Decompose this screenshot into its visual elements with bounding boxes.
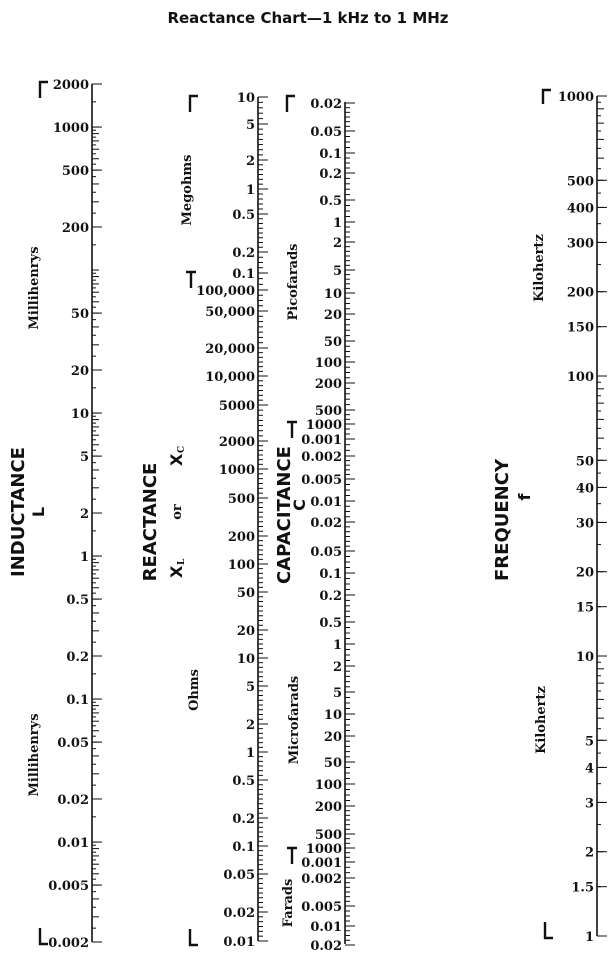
frequency-tick-label: 20: [575, 565, 594, 581]
reactance-sub-l: L: [177, 558, 187, 565]
reactance-tick-label: 5: [245, 118, 255, 133]
capacitance-tick-label: 0.05: [310, 125, 342, 140]
inductance-tick-label: 1: [79, 550, 89, 566]
inductance-tick-label: 0.002: [48, 936, 89, 951]
capacitance-tick-label: 100: [314, 778, 342, 793]
inductance-tick-label: 0.005: [48, 879, 89, 895]
reactance-tick-label: 100: [227, 558, 255, 573]
frequency-symbol: f: [515, 493, 534, 501]
capacitance-tick-label: 0.001: [301, 856, 342, 871]
reactance-tick-label: 0.5: [232, 208, 255, 223]
frequency-tick-label: 300: [566, 236, 594, 252]
reactance-split-marker: [186, 272, 196, 288]
reactance-tick-label: 100,000: [196, 284, 255, 299]
inductance-tick-label: 2000: [52, 78, 89, 93]
capacitance-split-marker-2: [287, 848, 297, 864]
reactance-tick-label: 0.01: [223, 935, 255, 950]
frequency-tick-label: 1.5: [571, 880, 594, 896]
inductance-tick-label: 0.1: [66, 693, 89, 709]
capacitance-tick-label: 0.02: [310, 939, 342, 954]
capacitance-tick-label: 500: [314, 404, 342, 419]
capacitance-tick-label: 0.5: [319, 616, 342, 631]
capacitance-tick-label: 0.1: [319, 147, 342, 162]
frequency-tick-label: 400: [566, 201, 594, 217]
capacitance-tick-label: 0.5: [319, 194, 342, 209]
capacitance-tick-label: 1000: [305, 418, 342, 433]
capacitance-tick-label: 0.001: [301, 433, 342, 448]
reactance-tick-label: 0.1: [232, 840, 255, 855]
reactance-tick-label: 10,000: [205, 370, 255, 385]
capacitance-top-bracket: [287, 96, 295, 112]
inductance-tick-label: 10: [70, 407, 89, 423]
reactance-tick-label: 2: [245, 154, 255, 169]
inductance-tick-label: 0.05: [57, 736, 89, 752]
reactance-tick-label: 1000: [218, 463, 255, 478]
capacitance-name: CAPACITANCE: [274, 446, 295, 584]
inductance-tick-label: 5: [79, 450, 89, 466]
inductance-unit-top: Millihenrys: [27, 246, 42, 330]
inductance-tick-label: 50: [70, 307, 89, 323]
reactance-tick-label: 20: [236, 624, 255, 639]
capacitance-symbol: C: [290, 499, 309, 511]
reactance-top-bracket: [190, 96, 198, 112]
capacitance-tick-label: 100: [314, 356, 342, 371]
frequency-tick-label: 1: [584, 930, 594, 945]
frequency-tick-label: 200: [566, 285, 594, 301]
capacitance-tick-label: 0.002: [301, 872, 342, 887]
reactance-unit-bottom: Ohms: [187, 669, 202, 711]
frequency-tick-label: 15: [575, 600, 594, 616]
capacitance-tick-label: 2: [332, 660, 342, 675]
reactance-tick-label: 0.5: [232, 774, 255, 789]
capacitance-split-marker-1: [287, 422, 297, 438]
capacitance-tick-label: 0.02: [310, 97, 342, 112]
capacitance-tick-label: 50: [323, 756, 342, 771]
reactance-sub-c: C: [177, 445, 187, 453]
reactance-symbol-xl: X: [167, 565, 186, 578]
frequency-tick-label: 100: [566, 370, 594, 385]
reactance-tick-label: 20,000: [205, 342, 255, 357]
capacitance-tick-label: 0.005: [301, 900, 342, 915]
frequency-unit-bottom: Kilohertz: [534, 686, 549, 754]
inductance-name: INDUCTANCE: [8, 447, 29, 577]
frequency-tick-label: 1000: [557, 90, 594, 105]
frequency-unit-top: Kilohertz: [532, 234, 547, 302]
reactance-tick-label: 2: [245, 718, 255, 733]
inductance-tick-label: 0.2: [66, 650, 89, 665]
capacitance-tick-label: 0.05: [310, 545, 342, 560]
reactance-tick-label: 0.1: [232, 267, 255, 282]
capacitance-tick-label: 0.01: [310, 920, 342, 935]
reactance-tick-label: 2000: [218, 435, 255, 450]
inductance-tick-label: 500: [61, 164, 89, 180]
capacitance-tick-label: 0.2: [319, 589, 342, 604]
reactance-unit-top: Megohms: [180, 154, 195, 226]
frequency-tick-label: 2: [584, 845, 594, 861]
reactance-tick-label: 10: [236, 652, 255, 667]
reactance-name: REACTANCE: [140, 462, 161, 582]
chart-title: Reactance Chart—1 kHz to 1 MHz: [167, 9, 449, 27]
frequency-tick-label: 150: [566, 320, 594, 336]
reactance-bottom-bracket: [190, 929, 198, 945]
inductance-symbol: L: [29, 506, 48, 518]
capacitance-tick-label: 20: [323, 730, 342, 745]
reactance-tick-label: 5000: [218, 399, 255, 414]
reactance-tick-label: 50: [236, 586, 255, 601]
inductance-top-bracket: [40, 82, 48, 98]
reactance-tick-label: 1: [245, 183, 255, 198]
inductance-tick-label: 0.01: [57, 836, 89, 852]
capacitance-tick-label: 500: [314, 828, 342, 843]
reactance-tick-label: 200: [227, 530, 255, 545]
reactance-tick-label: 5: [245, 680, 255, 695]
frequency-name: FREQUENCY: [492, 459, 513, 581]
capacitance-tick-label: 5: [332, 686, 342, 701]
reactance-tick-label: 0.2: [232, 812, 255, 827]
inductance-tick-label: 1000: [52, 121, 89, 137]
capacitance-unit-top: Picofarads: [286, 243, 301, 321]
inductance-tick-label: 2: [79, 507, 89, 522]
inductance-tick-label: 20: [70, 364, 89, 379]
capacitance-tick-label: 10: [323, 287, 342, 302]
frequency-bottom-bracket: [545, 922, 553, 938]
reactance-or: or: [170, 504, 185, 520]
reactance-tick-label: 1: [245, 746, 255, 761]
capacitance-tick-label: 1000: [305, 842, 342, 857]
capacitance-tick-label: 10: [323, 708, 342, 723]
capacitance-tick-label: 0.02: [310, 516, 342, 531]
reactance-tick-label: 50,000: [205, 305, 255, 320]
capacitance-tick-label: 1: [332, 638, 342, 653]
frequency-top-bracket: [543, 90, 551, 104]
capacitance-tick-label: 200: [314, 800, 342, 815]
frequency-tick-label: 5: [584, 734, 594, 750]
frequency-tick-label: 40: [575, 481, 594, 497]
capacitance-tick-label: 0.002: [301, 450, 342, 465]
capacitance-tick-label: 0.2: [319, 167, 342, 182]
reactance-tick-label: 0.2: [232, 246, 255, 261]
capacitance-unit-mid: Microfarads: [287, 675, 302, 765]
inductance-tick-label: 0.5: [66, 593, 89, 609]
capacitance-tick-label: 20: [323, 308, 342, 323]
frequency-tick-label: 50: [575, 454, 594, 470]
reactance-tick-label: 0.05: [223, 868, 255, 883]
inductance-tick-label: 0.02: [57, 793, 89, 808]
frequency-tick-label: 4: [584, 761, 594, 777]
inductance-unit-bottom: Millihenrys: [27, 713, 42, 797]
capacitance-tick-label: 0.01: [310, 495, 342, 510]
capacitance-unit-bottom: Farads: [281, 878, 296, 928]
capacitance-tick-label: 5: [332, 264, 342, 279]
frequency-tick-label: 500: [566, 174, 594, 190]
reactance-tick-label: 10: [236, 91, 255, 106]
reactance-symbol-xc: X: [167, 453, 186, 466]
reactance-tick-label: 500: [227, 492, 255, 507]
capacitance-tick-label: 0.1: [319, 567, 342, 582]
capacitance-tick-label: 50: [323, 335, 342, 350]
inductance-bottom-bracket: [40, 928, 48, 944]
capacitance-tick-label: 0.005: [301, 473, 342, 488]
capacitance-tick-label: 1: [332, 216, 342, 231]
frequency-tick-label: 10: [575, 650, 594, 665]
reactance-tick-label: 0.02: [223, 906, 255, 921]
frequency-tick-label: 30: [575, 516, 594, 532]
scale-axes: [92, 84, 597, 944]
inductance-tick-label: 200: [61, 221, 89, 236]
frequency-tick-label: 3: [584, 796, 594, 812]
capacitance-tick-label: 200: [314, 377, 342, 392]
capacitance-tick-label: 2: [332, 236, 342, 251]
